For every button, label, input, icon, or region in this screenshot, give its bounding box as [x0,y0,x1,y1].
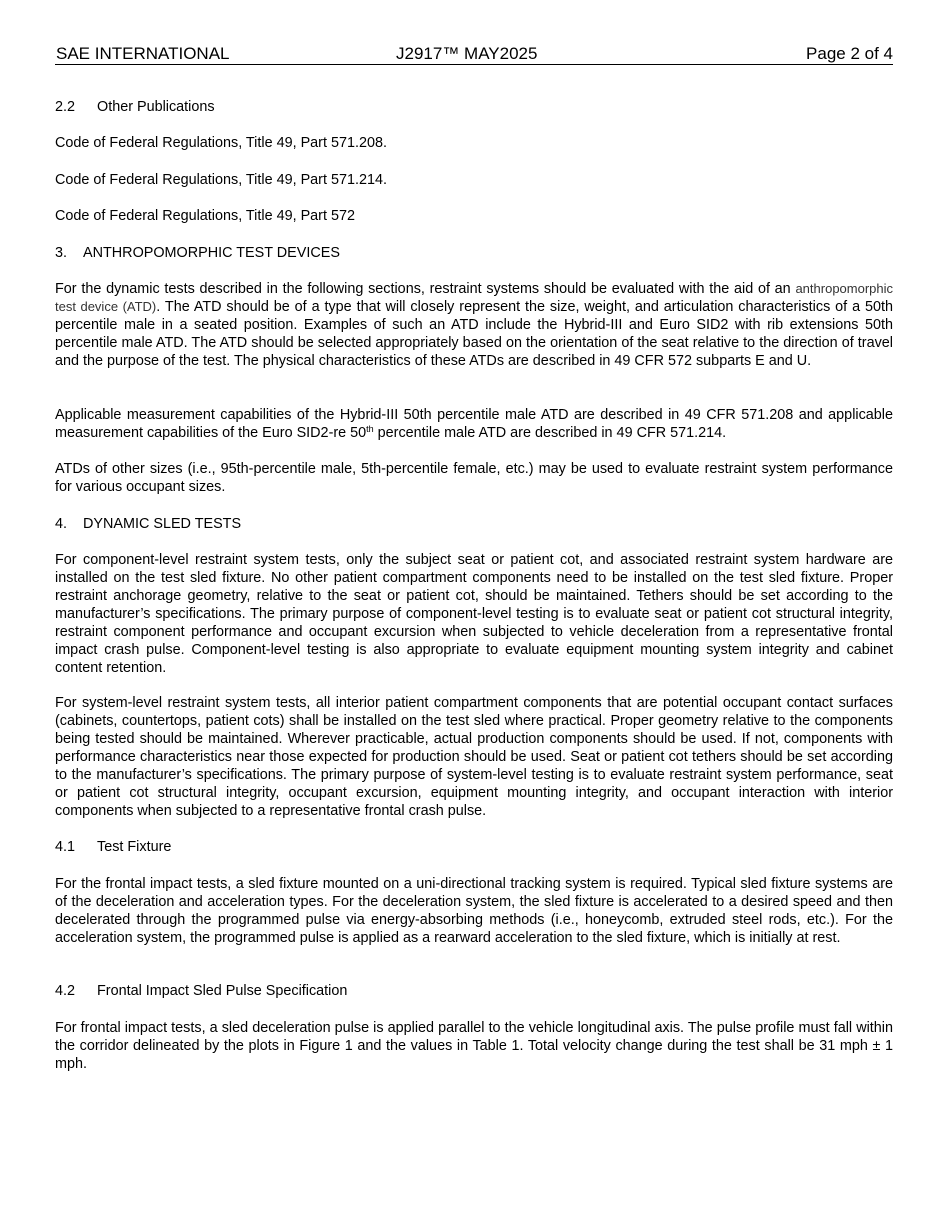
section-title: Frontal Impact Sled Pulse Specification [97,983,348,999]
superscript-th: th [366,424,374,434]
section-number: 4.1 [55,839,76,855]
section-4-2-heading [55,982,893,1000]
section-title: DYNAMIC SLED TESTS [83,516,242,532]
paragraph-text: . The ATD should be of a type that will closely represent the size, weight, and articulation characteristics of a 50th percentile male in a seated position. Examples of such an ATD include the Hybrid-III and Euro SID2 with rib extensions 50th percentile male ATD. The ATD should be selected appropriately based on the orientation of the seat relative to the direction of travel and the purpose of the test. The physical characteristics of these ATDs are described in 49 CFR 572 subparts E and U. [55,299,893,369]
section-number: 4.2 [55,983,76,999]
paragraph-text: For the dynamic tests described in the following sections, restraint systems should be evaluated with the aid of an [55,281,791,297]
section-3-paragraph-3: ATDs of other sizes (i.e., 95th-percentile male, 5th-percentile female, etc.) may be used to evaluate restraint system performance for various occupant sizes. [55,461,893,495]
section-4-1-paragraph-1: For the frontal impact tests, a sled fixture mounted on a uni-directional tracking system is required. Typical sled fixture systems are of the deceleration and acceleration types. For the deceleration system, the sled fixture is accelerated to a desired speed and then decelerated through the programmed pulse via energy-absorbing methods (i.e., honeycomb, extruded steel rods, etc.). For the acceleration system, the programmed pulse is applied as a rearward acceleration to the sled fixture, which is initially at rest. [55,876,893,946]
section-4-heading [55,515,893,533]
section-4-1-heading [55,838,893,856]
section-4-paragraph-2: For system-level restraint system tests, all interior patient compartment components that are potential occupant contact surfaces (cabinets, countertops, patient cots) shall be installed on the test sled where practical. Proper geometry relative to the components being tested should be maintained. Wherever practicable, actual production components should be used. If not, components with performance characteristics near those expected for production should be used. Seat or patient cot tethers should be set according to the manufacturer’s specifications. The primary purpose of system-level testing is to evaluate restraint system performance, seat or patient cot structural integrity, occupant excursion, equipment mounting integrity, and occupant interaction with interior components when subjected to a representative frontal crash pulse. [55,695,893,819]
section-4-2-paragraph-1: For frontal impact tests, a sled deceleration pulse is applied parallel to the vehicle longitudinal axis. The pulse profile must fall within the corridor delineated by the plots in Figure 1 and the values in Table 1. Total velocity change during the test shall be 31 mph ± 1 mph. [55,1020,893,1072]
section-title: Other Publications [97,99,215,115]
section-4-paragraph-1: For component-level restraint system tests, only the subject seat or patient cot, and associated restraint system hardware are installed on the test sled fixture. No other patient compartment components need to be installed on the test sled fixture. Proper restraint anchorage geometry, relative to the seat or patient cot, should be maintained. Tethers should be set according to the manufacturer’s specifications. The primary purpose of component-level testing is to evaluate seat or patient cot structural integrity, restraint component performance and occupant excursion when subjected to vehicle deceleration from a representative frontal impact crash pulse. Component-level testing is also appropriate to evaluate equipment mounting system integrity and cabinet content retention. [55,552,893,676]
paragraph-text: Applicable measurement capabilities of the Hybrid-III 50th percentile male ATD are described in 49 CFR 571.208 and applicable measurement capabilities of the Euro SID2-re 50 [55,407,893,441]
reference-cfr-571-214: Code of Federal Regulations, Title 49, Part 571.214. [55,172,387,188]
reference-cfr-571-208: Code of Federal Regulations, Title 49, Part 571.208. [55,135,387,151]
atd-term: anthropomorphic test device (ATD) [55,281,894,314]
section-3-heading [55,244,893,262]
reference-cfr-572: Code of Federal Regulations, Title 49, Part 572 [55,208,355,224]
section-3-paragraph-2 [55,406,893,442]
paragraph-text: percentile male ATD are described in 49 CFR 571.214. [373,425,727,441]
section-title: ANTHROPOMORPHIC TEST DEVICES [83,245,340,261]
section-number: 3. [55,245,68,261]
header-page-number: Page 2 of 4 [806,44,893,63]
header-organization: SAE INTERNATIONAL [56,44,230,63]
section-title: Test Fixture [97,839,172,855]
page-header [55,44,893,65]
section-2-2-heading [55,98,893,116]
section-number: 2.2 [55,99,76,115]
header-document-id: J2917™ MAY2025 [396,44,538,63]
section-number: 4. [55,516,68,532]
section-3-paragraph-1 [55,280,893,370]
